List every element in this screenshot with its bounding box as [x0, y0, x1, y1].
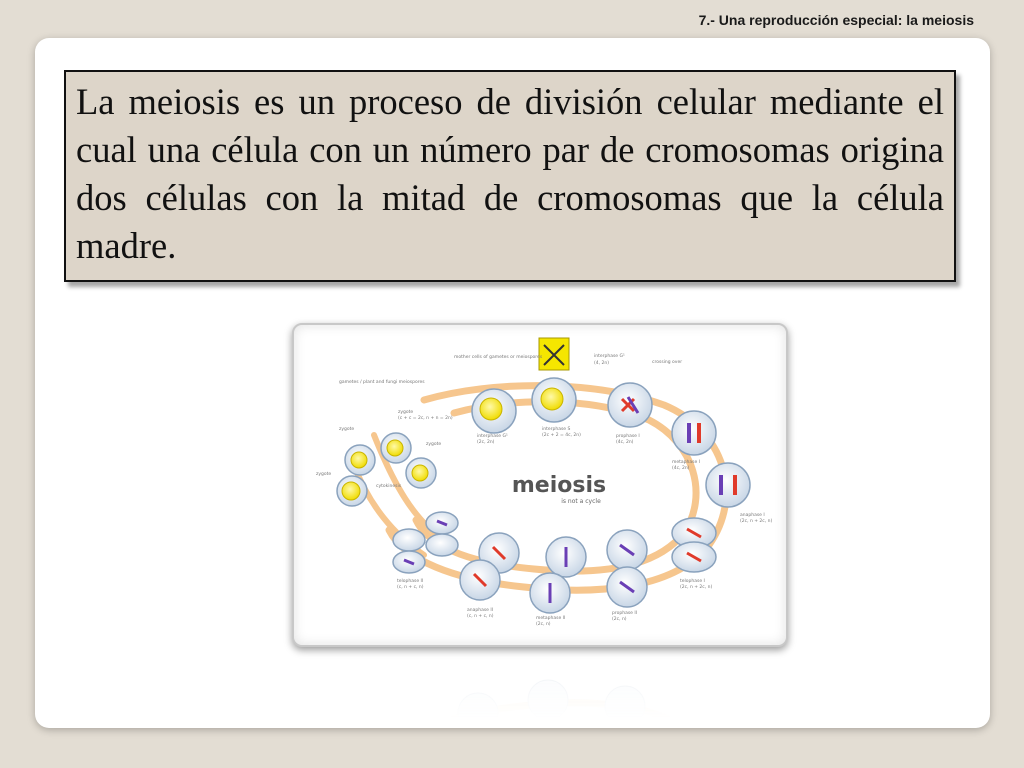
- definition-box: [64, 70, 956, 282]
- label-interphase-s: interphase S: [542, 427, 571, 432]
- diagram-subtitle: is not a cycle: [561, 498, 601, 505]
- label-prophase-2: prophase II: [612, 611, 638, 616]
- label-metaphase-1-formula: (4c, 2n): [672, 466, 690, 471]
- cell-prophase-1: [608, 383, 652, 427]
- label-metaphase-2: metaphase II: [536, 616, 566, 621]
- label-prophase-2-formula: (2c, n): [612, 617, 627, 622]
- label-interphase-g1-inner-formula: (2c, 2n): [477, 440, 495, 445]
- label-telophase-1: telophase I: [680, 579, 705, 584]
- meiosis-figure-reflection: [292, 648, 784, 718]
- label-zygote-left: zygote: [339, 427, 355, 432]
- label-telophase-2-formula: (c, n + c, n): [397, 585, 424, 590]
- label-interphase-s-formula: (2c + 2 = 4c, 2n): [542, 433, 581, 438]
- label-crossing-over: crossing over: [652, 360, 683, 365]
- label-anaphase-1: anaphase I: [740, 513, 765, 518]
- label-interphase-g1-inner: interphase G¹: [477, 434, 508, 439]
- cell-anaphase-2: [460, 533, 519, 600]
- label-gametes: gametes / plant and fungi meiospores: [339, 380, 425, 385]
- cell-zygote-right: [406, 458, 436, 488]
- label-metaphase-2-formula: (2c, n): [536, 622, 551, 627]
- label-interphase-g1: interphase G¹: [594, 354, 625, 359]
- label-anaphase-2: anaphase II: [467, 608, 494, 613]
- cell-metaphase-1: [672, 411, 716, 455]
- cell-interphase-g1: [472, 389, 516, 433]
- label-metaphase-1: metaphase I: [672, 460, 701, 465]
- label-anaphase-2-formula: (c, n + c, n): [467, 614, 494, 619]
- label-prophase-1: prophase I: [616, 434, 640, 439]
- label-interphase-g1-formula: (4, 2n): [594, 361, 609, 366]
- meiosis-diagram: [294, 325, 786, 645]
- label-prophase-1-formula: (4c, 2n): [616, 440, 634, 445]
- label-telophase-2: telophase II: [397, 579, 424, 584]
- meiosis-figure: [292, 323, 788, 647]
- cell-zygote-top: [381, 433, 411, 463]
- label-zygote-top: zygote: [398, 410, 414, 415]
- cell-interphase-s: [532, 378, 576, 422]
- cell-metaphase-2: [530, 537, 586, 613]
- cell-zygote-bottom: [337, 476, 367, 506]
- label-cytokinesis: cytokinesis: [376, 484, 402, 489]
- definition-text: La meiosis es un proceso de división celular mediante el cual una célula con un número par de cromosomas origina dos células con la mitad de cromosomas que la célula madre.: [76, 81, 944, 266]
- label-zygote-top-formula: (c + c = 2c, n + n = 2n): [398, 416, 453, 421]
- label-mother-cells: mother cells of gametes or meiospores: [454, 355, 543, 360]
- label-zygote-mid: zygote: [426, 442, 442, 447]
- label-zygote-right: zygote: [316, 472, 332, 477]
- diagram-title: meiosis: [511, 473, 607, 498]
- slide-title: 7.- Una reproducción especial: la meiosis: [698, 12, 974, 28]
- cell-telophase-2: [393, 512, 458, 573]
- label-telophase-1-formula: (2c, n + 2c, n): [680, 585, 713, 590]
- cell-anaphase-1: [706, 463, 750, 507]
- label-anaphase-1-formula: (2c, n + 2c, n): [740, 519, 773, 524]
- cell-zygote-left: [345, 445, 375, 475]
